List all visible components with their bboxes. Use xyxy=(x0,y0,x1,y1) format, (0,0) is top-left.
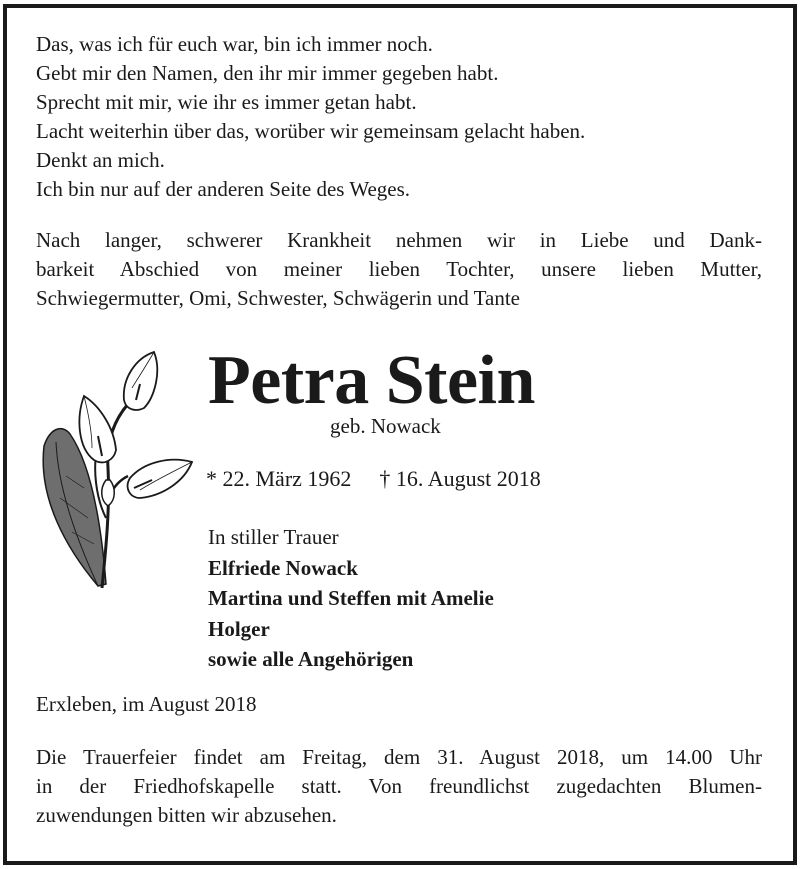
poem-line: Sprecht mit mir, wie ihr es immer getan habt. xyxy=(36,90,417,114)
life-dates xyxy=(206,464,541,494)
death-date: † 16. August 2018 xyxy=(379,466,541,491)
service-line: zuwendungen bitten wir abzusehen. xyxy=(36,803,337,827)
mourners-block xyxy=(208,522,494,675)
mourners-heading: In stiller Trauer xyxy=(208,525,339,549)
mourner-name: sowie alle Angehörigen xyxy=(208,647,414,671)
place-date: Erxleben, im August 2018 xyxy=(36,692,257,716)
mourner-name: Elfriede Nowack xyxy=(208,555,358,580)
deceased-name: Petra Stein xyxy=(208,342,535,419)
poem-line: Lacht weiterhin über das, worüber wir gemeinsam gelacht haben. xyxy=(36,119,586,143)
poem-line: Denkt an mich. xyxy=(36,148,165,172)
poem-line: Das, was ich für euch war, bin ich immer noch. xyxy=(36,32,433,56)
calla-lily-icon xyxy=(36,348,196,596)
poem-line: Ich bin nur auf der anderen Seite des Weges. xyxy=(36,177,411,201)
intro-line: Nach langer, schwerer Krankheit nehmen wir in Liebe und Dank- xyxy=(36,228,762,252)
intro-line: barkeit Abschied von meiner lieben Tochter, unsere lieben Mutter, xyxy=(36,257,762,281)
service-line: Die Trauerfeier findet am Freitag, dem 31. August 2018, um 14.00 Uhr xyxy=(36,745,762,769)
mourner-name: Martina und Steffen mit Amelie xyxy=(208,586,494,610)
birth-date: * 22. März 1962 xyxy=(206,466,352,491)
poem xyxy=(36,30,585,204)
intro-paragraph xyxy=(36,226,762,313)
mourner-name: Holger xyxy=(208,616,270,641)
service-line: in der Friedhofskapelle statt. Von freundlichst zugedachten Blumen- xyxy=(36,774,762,798)
intro-line: Schwiegermutter, Omi, Schwester, Schwägerin und Tante xyxy=(36,286,521,310)
maiden-name: geb. Nowack xyxy=(330,414,441,438)
service-paragraph xyxy=(36,743,762,830)
poem-line: Gebt mir den Namen, den ihr mir immer gegeben habt. xyxy=(36,61,499,85)
